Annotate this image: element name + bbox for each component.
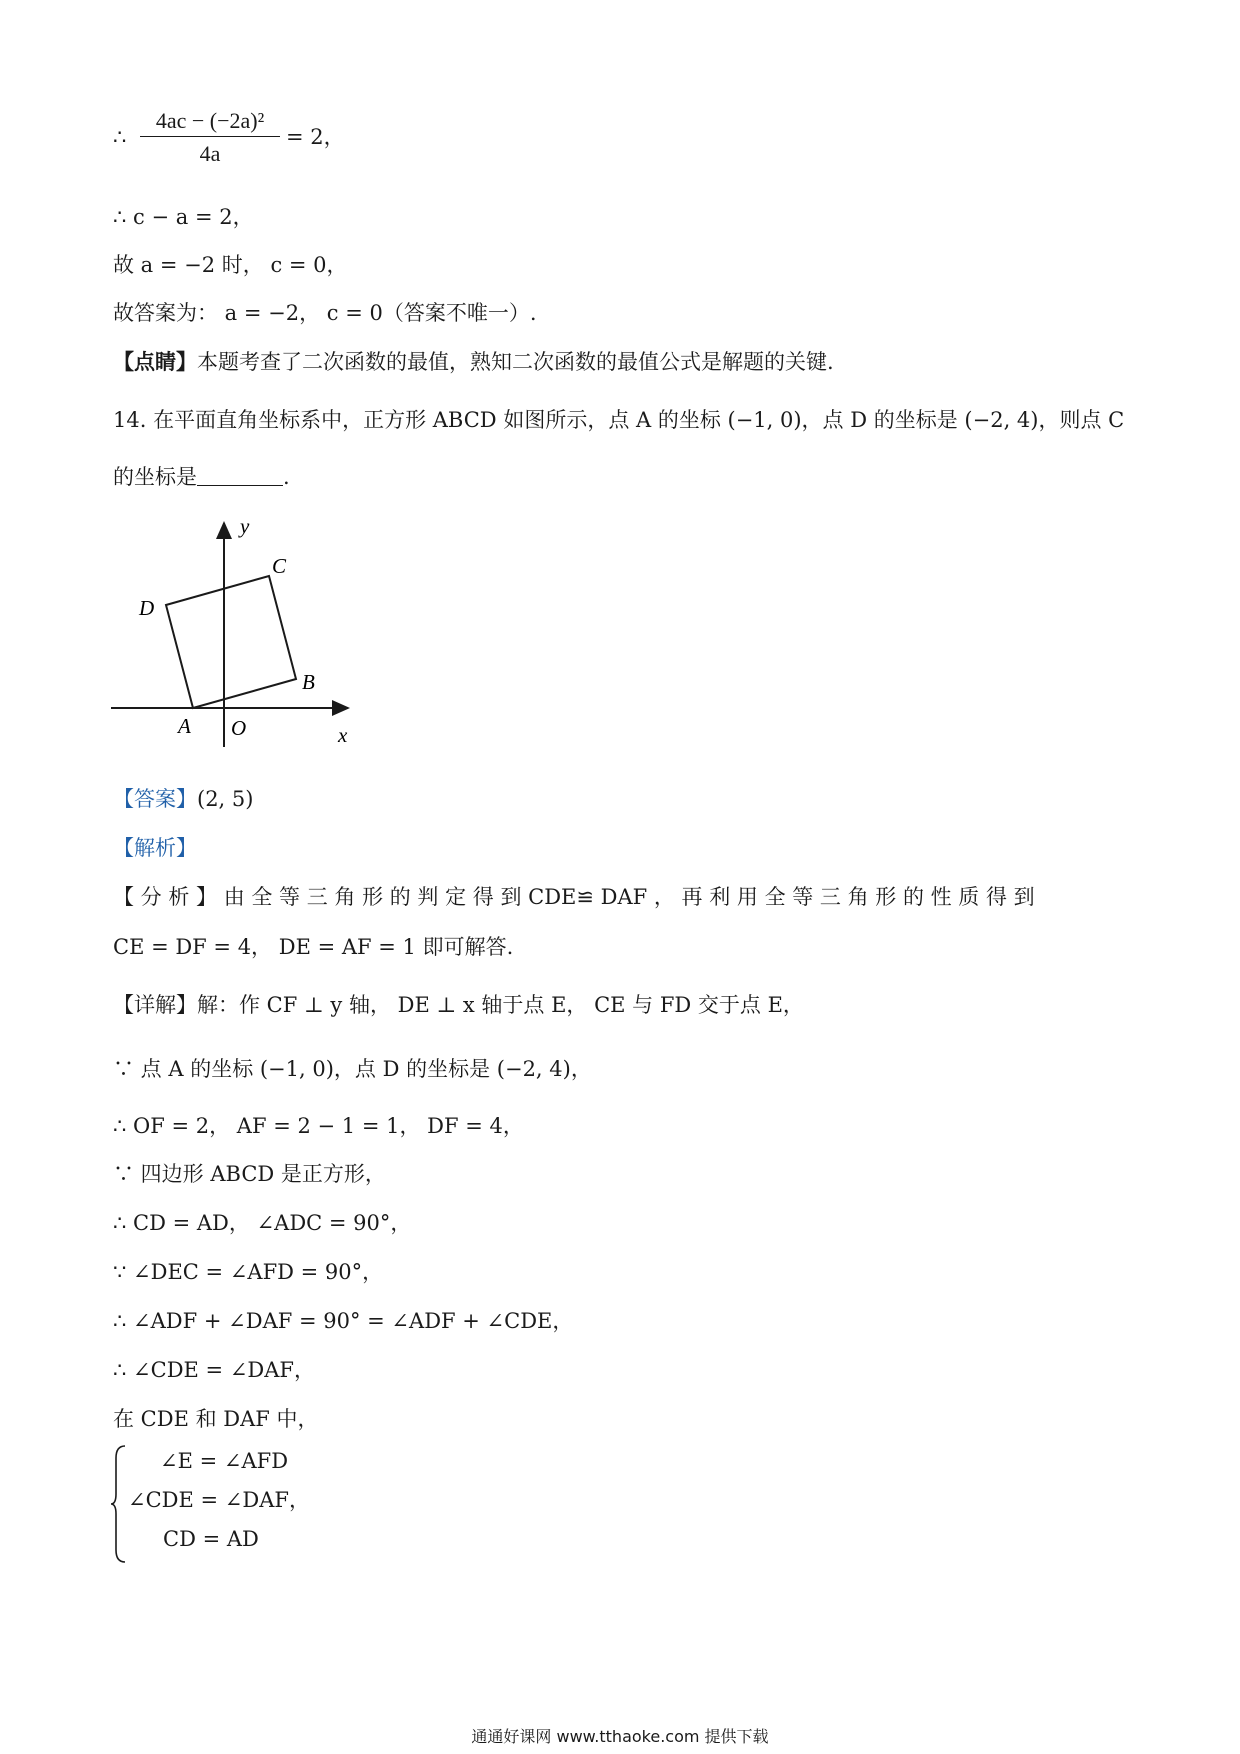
coordinate-figure: [105, 515, 365, 760]
page-footer: 通通好课网 www.tthaoke.com 提供下载: [471, 1727, 769, 1746]
answer-line-13: 故答案为： a = −2， c = 0（答案不唯一）.: [113, 301, 537, 325]
answer-blank: [197, 465, 283, 486]
step-a-value: 故 a = −2 时， c = 0，: [113, 253, 348, 277]
therefore-symbol: ∴: [113, 125, 127, 149]
label-a: A: [178, 714, 191, 738]
label-d: D: [139, 596, 155, 620]
fraction-numerator: 4ac − (−2a)²: [140, 108, 280, 137]
answer-line: [113, 784, 253, 814]
dianjing-line: [113, 347, 834, 377]
fraction-rhs: = 2，: [286, 125, 345, 149]
fenxi-line1: 【 分 析 】 由 全 等 三 角 形 的 判 定 得 到 CDE≌ DAF ， 再 利 用 全 等 三 角 形 的 性 质 得 到: [113, 885, 1035, 909]
dianjing-text: 本题考查了二次函数的最值，熟知二次函数的最值公式是解题的关键.: [197, 350, 834, 374]
system-line-2: ∠CDE = ∠DAF，: [128, 1488, 310, 1512]
answer-value: (2, 5): [197, 787, 254, 811]
label-b: B: [302, 670, 315, 694]
step-3: ∵ 四边形 ABCD 是正方形，: [113, 1162, 386, 1186]
step-c-minus-a: ∴ c − a = 2，: [113, 205, 254, 229]
xiangjie-line: 【详解】解：作 CF ⊥ y 轴， DE ⊥ x 轴于点 E， CE 与 FD 交于点 E，: [113, 993, 804, 1017]
analysis-tag: 【解析】: [113, 836, 197, 860]
dianjing-tag: 【点睛】: [113, 349, 197, 374]
question-14-line2: [113, 462, 290, 492]
square-abcd: [166, 576, 296, 708]
question-14-line1: 14. 在平面直角坐标系中，正方形 ABCD 如图所示，点 A 的坐标 (−1, 0)，点 D 的坐标是 (−2, 4)，则点 C: [113, 408, 1125, 432]
label-y: y: [240, 515, 250, 538]
fenxi-line2: CE = DF = 4， DE = AF = 1 即可解答.: [113, 935, 514, 959]
label-c: C: [272, 554, 287, 578]
system-line-3: CD = AD: [163, 1527, 259, 1551]
step-1: ∵ 点 A 的坐标 (−1, 0)，点 D 的坐标是 (−2, 4)，: [113, 1057, 592, 1081]
question-14-suffix: .: [283, 465, 290, 489]
label-x: x: [338, 723, 348, 747]
step-5: ∵ ∠DEC = ∠AFD = 90°，: [113, 1260, 384, 1284]
answer-tag: 【答案】: [113, 787, 197, 811]
step-7: ∴ ∠CDE = ∠DAF，: [113, 1358, 315, 1382]
fraction: [140, 108, 280, 167]
step-2: ∴ OF = 2， AF = 2 − 1 = 1， DF = 4，: [113, 1114, 524, 1138]
question-14-prefix: 的坐标是: [113, 465, 197, 489]
step-6: ∴ ∠ADF + ∠DAF = 90° = ∠ADF + ∠CDE，: [113, 1309, 574, 1333]
fraction-denominator: 4a: [199, 141, 221, 166]
system-line-1: ∠E = ∠AFD: [160, 1449, 289, 1473]
step-8: 在 CDE 和 DAF 中，: [113, 1407, 319, 1431]
label-o: O: [231, 716, 247, 740]
left-brace: [110, 1444, 130, 1564]
step-4: ∴ CD = AD， ∠ADC = 90°，: [113, 1211, 412, 1235]
